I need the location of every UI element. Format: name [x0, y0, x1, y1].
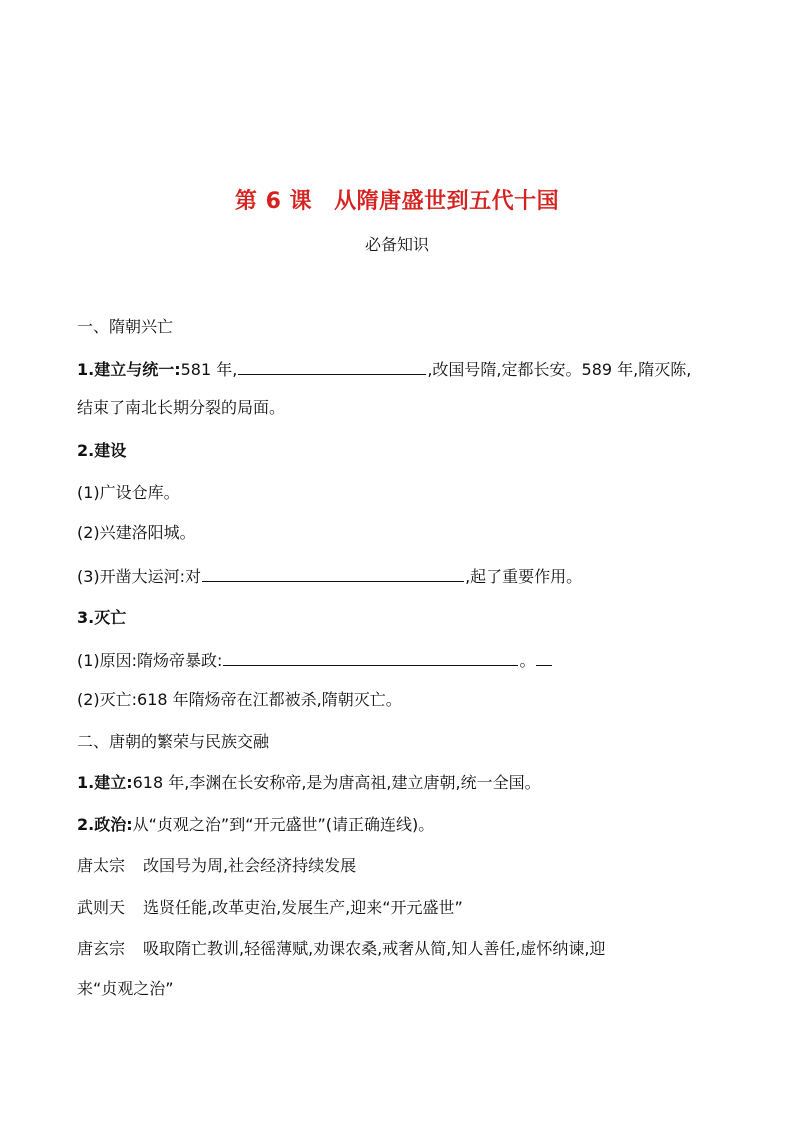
fill-blank-3[interactable]: [223, 648, 518, 666]
emperor-name[interactable]: 武则天: [77, 898, 126, 917]
item-label: 1.建立与统一:: [77, 360, 181, 379]
item-text: 581 年,: [180, 360, 238, 379]
item-establish-continued: 结束了南北长期分裂的局面。: [77, 398, 286, 417]
matching-row-desc[interactable]: 改国号为周,社会经济持续发展: [143, 856, 357, 875]
item-text: (3)开凿大运河:对: [77, 567, 202, 586]
fill-blank-1[interactable]: [238, 357, 426, 375]
lesson-number: 第 6 课: [234, 189, 313, 214]
section-subtitle: 必备知识: [364, 235, 429, 254]
item-text: 618 年,李渊在长安称帝,是为唐高祖,建立唐朝,统一全国。: [132, 773, 541, 792]
item-establish-unify: [77, 357, 691, 381]
lesson-title: [0, 184, 794, 215]
matching-row: [77, 855, 125, 877]
matching-row-desc[interactable]: 选贤任能,改革吏治,发展生产,迎来“开元盛世”: [143, 898, 463, 917]
item-fall-result: (2)灭亡:618 年隋炀帝在江都被杀,隋朝灭亡。: [77, 690, 402, 709]
item-text: 从“贞观之治”到“开元盛世”(请正确连线)。: [132, 815, 435, 834]
section-heading-tang: 二、唐朝的繁荣与民族交融: [77, 732, 270, 751]
lesson-name: 从隋唐盛世到五代十国: [334, 189, 560, 214]
item-text: 。: [519, 651, 536, 670]
section-heading-sui: 一、隋朝兴亡: [77, 317, 174, 336]
fill-blank-2[interactable]: [202, 564, 464, 582]
matching-row: [77, 897, 125, 919]
matching-row: [77, 938, 125, 960]
item-text: ,起了重要作用。: [465, 567, 583, 586]
item-construction-p3: [77, 564, 582, 588]
item-fall-reason: [77, 648, 553, 672]
emperor-name[interactable]: 唐太宗: [77, 856, 126, 875]
item-tang-politics: [77, 814, 434, 836]
item-construction-label: 2.建设: [77, 441, 127, 460]
matching-row-desc-cont: 来“贞观之治”: [77, 979, 174, 998]
item-fall-label: 3.灭亡: [77, 608, 127, 627]
item-text: ,改国号隋,定都长安。589 年,隋灭陈,: [427, 360, 692, 379]
item-label: 1.建立:: [77, 773, 133, 792]
item-construction-p1: (1)广设仓库。: [77, 483, 180, 502]
item-text: (1)原因:隋炀帝暴政:: [77, 651, 223, 670]
emperor-name[interactable]: 唐玄宗: [77, 939, 126, 958]
item-construction-p2: (2)兴建洛阳城。: [77, 523, 196, 542]
fill-blank-3-tail: [536, 648, 552, 666]
matching-row-desc[interactable]: 吸取隋亡教训,轻徭薄赋,劝课农桑,戒奢从简,知人善任,虚怀纳谏,迎: [143, 939, 606, 958]
item-label: 2.政治:: [77, 815, 133, 834]
item-tang-establish: [77, 772, 541, 794]
